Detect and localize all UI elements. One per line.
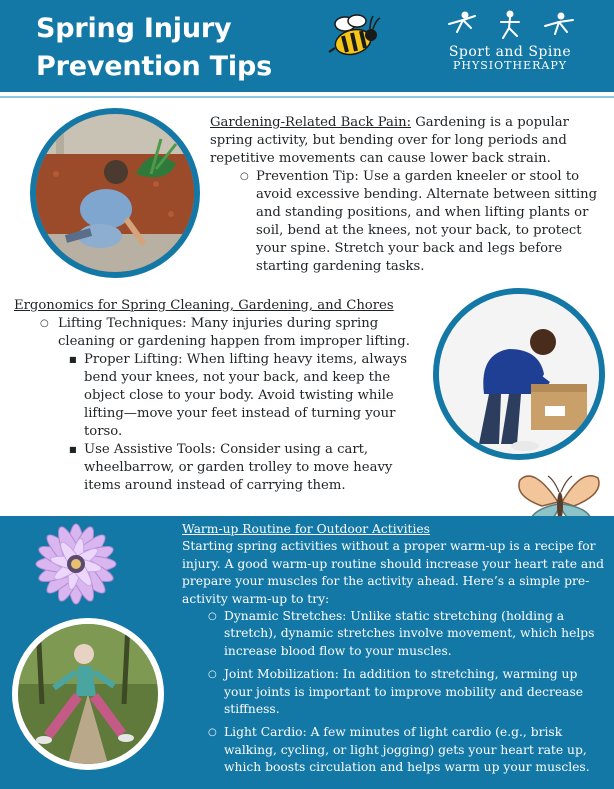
warmup-heading: Warm-up Routine for Outdoor Activities [182, 522, 430, 536]
lifting-techniques-item: ○ Lifting Techniques: Many injuries during spring cleaning or gardening happen from improper lifting. [36, 315, 429, 351]
header-banner [0, 0, 614, 92]
bee-icon [325, 10, 383, 62]
lifting-photo [433, 288, 605, 460]
logo-name: Sport and Spine [448, 44, 572, 60]
proper-lifting-item: ■ Proper Lifting: When lifting heavy items, always bend your knees, not your back, and keep the object close to your body. Avoid twisting while lifting—move your feet instead of turning your torso. [69, 351, 429, 441]
assistive-tools-item: ■ Use Assistive Tools: Consider using a cart, wheelbarrow, or garden trolley to move heavy items around instead of carrying them. [69, 441, 429, 495]
logo-subtitle: PHYSIOTHERAPY [452, 59, 567, 72]
gardening-intro [210, 114, 602, 168]
gardening-intro-text: Gardening is a popular spring activity, but bending over for long periods and repetitive movements can cause lower back strain. [210, 115, 569, 166]
warmup-item-joint-mobilization: ○ Joint Mobilization: In addition to stretching, warming up your joints is important to improve mobility and decrease stiffness. [208, 666, 606, 718]
gardening-heading: Gardening-Related Back Pain: [210, 115, 412, 130]
clinic-logo [430, 10, 590, 80]
flower-icon [20, 508, 132, 620]
gardening-section [210, 114, 602, 276]
title-line-2: Prevention Tips [36, 51, 272, 82]
runners-icon [435, 10, 585, 42]
gardening-photo [30, 108, 200, 278]
warmup-section [182, 521, 606, 783]
warmup-intro: Starting spring activities without a proper warm-up is a recipe for injury. A good warm-up routine should increase your heart rate and prepare your muscles for the activity ahead. Here’s a simple pre-activity warm-up to try: [182, 539, 605, 606]
gardening-tip: ○ Prevention Tip: Use a garden kneeler or stool to avoid excessive bending. Alternate between sitting and standing positions, and when lifting plants or soil, bend at the knees, not your back, to protect your spine. Stretch your back and legs before starting gardening tasks. [240, 168, 602, 276]
warmup-item-light-cardio: ○ Light Cardio: A few minutes of light cardio (e.g., brisk walking, cycling, or light jogging) gets your heart rate up, which boosts circulation and helps warm up your muscles. [208, 724, 606, 776]
title-line-1: Spring Injury [36, 13, 232, 44]
stretching-photo [12, 618, 164, 770]
page-title [36, 10, 272, 86]
ergonomics-heading: Ergonomics for Spring Cleaning, Gardening, and Chores [14, 298, 394, 313]
header-divider [0, 96, 614, 98]
ergonomics-section [14, 297, 429, 495]
warmup-item-dynamic-stretches: ○ Dynamic Stretches: Unlike static stretching (holding a stretch), dynamic stretches involve movement, which helps increase blood flow to your muscles. [208, 608, 606, 660]
